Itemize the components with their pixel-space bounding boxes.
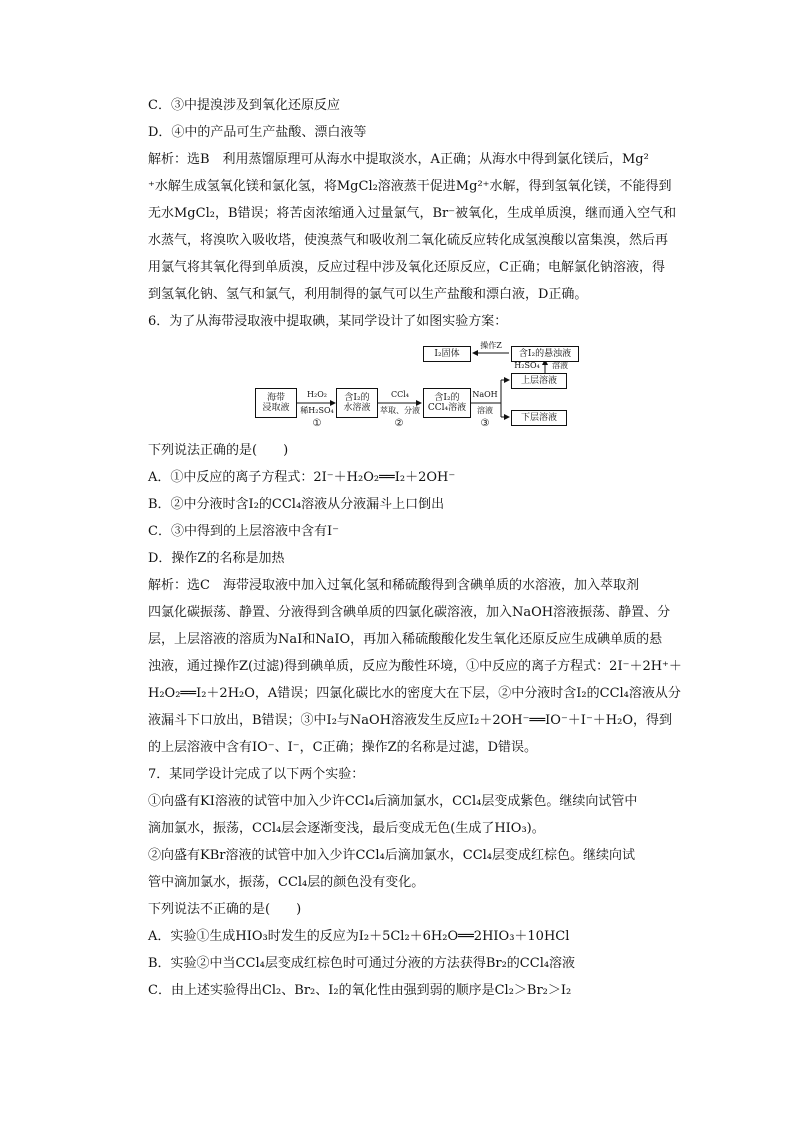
text-line: 层，上层溶液的溶质为NaI和NaIO，再加入稀硫酸酸化发生氧化还原反应生成碘单质的悬: [148, 632, 663, 647]
text-line: 的上层溶液中含有IO⁻、I⁻，C正确；操作Z的名称是过滤，D错误。: [148, 740, 538, 755]
reagent-label: 萃取、分液: [380, 406, 420, 415]
text-line: 到氢氧化钠、氢气和氯气，利用制得的氯气可以生产盐酸和漂白液，D正确。: [148, 287, 588, 302]
option-a: A．①中反应的离子方程式：2I⁻＋H₂O₂══I₂＋2OH⁻: [148, 470, 456, 485]
box-iodine-ccl4: 含I₂的 CCl₄溶液: [423, 388, 471, 418]
text-line: 解析：选C 海带浸取液中加入过氧化氢和稀硫酸得到含碘单质的水溶液，加入萃取剂: [148, 578, 639, 593]
option-a: A．实验①生成HIO₃时发生的反应为I₂＋5Cl₂＋6H₂O══2HIO₃＋10HCl: [148, 929, 570, 944]
question-prompt: 下列说法正确的是( ): [148, 443, 289, 458]
reagent-label: H₂SO₄: [514, 361, 540, 370]
flow-diagram: [255, 340, 595, 436]
option-c: C．③中得到的上层溶液中含有I⁻: [148, 524, 339, 539]
box-iodine-solid: I₂固体: [423, 346, 471, 362]
text-line: 管中滴加氯水，振荡，CCl₄层的颜色没有变化。: [148, 875, 425, 890]
option-c: C．由上述实验得出Cl₂、Br₂、I₂的氧化性由强到弱的顺序是Cl₂＞Br₂＞I₂: [148, 983, 572, 998]
reagent-label: 稀H₂SO₄: [300, 406, 334, 415]
option-b: B．②中分液时含I₂的CCl₄溶液从分液漏斗上口倒出: [148, 497, 445, 512]
operation-z-label: 操作Z: [480, 341, 502, 350]
box-iodine-suspension: 含I₂的悬浊液: [511, 346, 579, 362]
text-line: 解析：选B 利用蒸馏原理可从海水中提取淡水，A正确；从海水中得到氯化镁后，Mg²: [148, 152, 649, 167]
option-b: B．实验②中当CCl₄层变成红棕色时可通过分液的方法获得Br₂的CCl₄溶液: [148, 956, 576, 971]
text-line: 水蒸气，将溴吹入吸收塔，使溴蒸气和吸收剂二氧化硫反应转化成氢溴酸以富集溴，然后再: [148, 233, 669, 248]
box-seaweed-extract: 海带 浸取液: [255, 388, 297, 418]
text-line: 四氯化碳振荡、静置、分液得到含碘单质的四氯化碳溶液，加入NaOH溶液振荡、静置、分: [148, 605, 671, 620]
reagent-label: 溶液: [477, 406, 493, 415]
question-prompt: 下列说法不正确的是( ): [148, 902, 302, 917]
step-marker: ③: [480, 418, 490, 429]
box-upper-layer: 上层溶液: [511, 373, 567, 389]
question-heading: 6．为了从海带浸取液中提取碘，某同学设计了如图实验方案：: [148, 314, 508, 329]
text-line: 浊液，通过操作Z(过滤)得到碘单质，反应为酸性环境，①中反应的离子方程式：2I⁻＋2H⁺＋: [148, 659, 682, 674]
text-line: D．④中的产品可生产盐酸、漂白液等: [148, 125, 367, 140]
reagent-label: NaOH: [472, 390, 498, 399]
text-line: ②向盛有KBr溶液的试管中加入少许CCl₄后滴加氯水，CCl₄层变成红棕色。继续向试: [148, 848, 636, 863]
reagent-label: 溶液: [552, 361, 568, 370]
reagent-label: CCl₄: [390, 390, 409, 399]
step-marker: ②: [394, 418, 404, 429]
option-d: D．操作Z的名称是加热: [148, 551, 285, 566]
text-line: 用氯气将其氧化得到单质溴，反应过程中涉及氧化还原反应，C正确；电解氯化钠溶液，得: [148, 260, 665, 275]
step-marker: ①: [312, 418, 322, 429]
text-line: ①向盛有KI溶液的试管中加入少许CCl₄后滴加氯水，CCl₄层变成紫色。继续向试管中: [148, 794, 638, 809]
text-line: H₂O₂══I₂＋2H₂O，A错误；四氯化碳比水的密度大在下层，②中分液时含I₂的CCl₄溶液从分: [148, 686, 681, 701]
box-lower-layer: 下层溶液: [511, 410, 567, 426]
box-iodine-water: 含I₂的 水溶液: [336, 388, 378, 418]
text-line: 液漏斗下口放出，B错误；③中I₂与NaOH溶液发生反应I₂＋2OH⁻══IO⁻＋I⁻＋H₂O，得到: [148, 713, 673, 728]
text-line: 无水MgCl₂，B错误；将苦卤浓缩通入过量氯气，Br⁻被氧化，生成单质溴，继而通入空气和: [148, 206, 677, 221]
text-line: 滴加氯水，振荡，CCl₄层会逐渐变浅，最后变成无色(生成了HIO₃)。: [148, 821, 545, 836]
question-heading: 7．某同学设计完成了以下两个实验：: [148, 767, 365, 782]
text-line: ⁺水解生成氢氧化镁和氯化氢，将MgCl₂溶液蒸干促进Mg²⁺水解，得到氢氧化镁，不能得到: [148, 179, 672, 194]
reagent-label: H₂O₂: [307, 390, 327, 399]
text-line: C．③中提溴涉及到氧化还原反应: [148, 98, 340, 113]
